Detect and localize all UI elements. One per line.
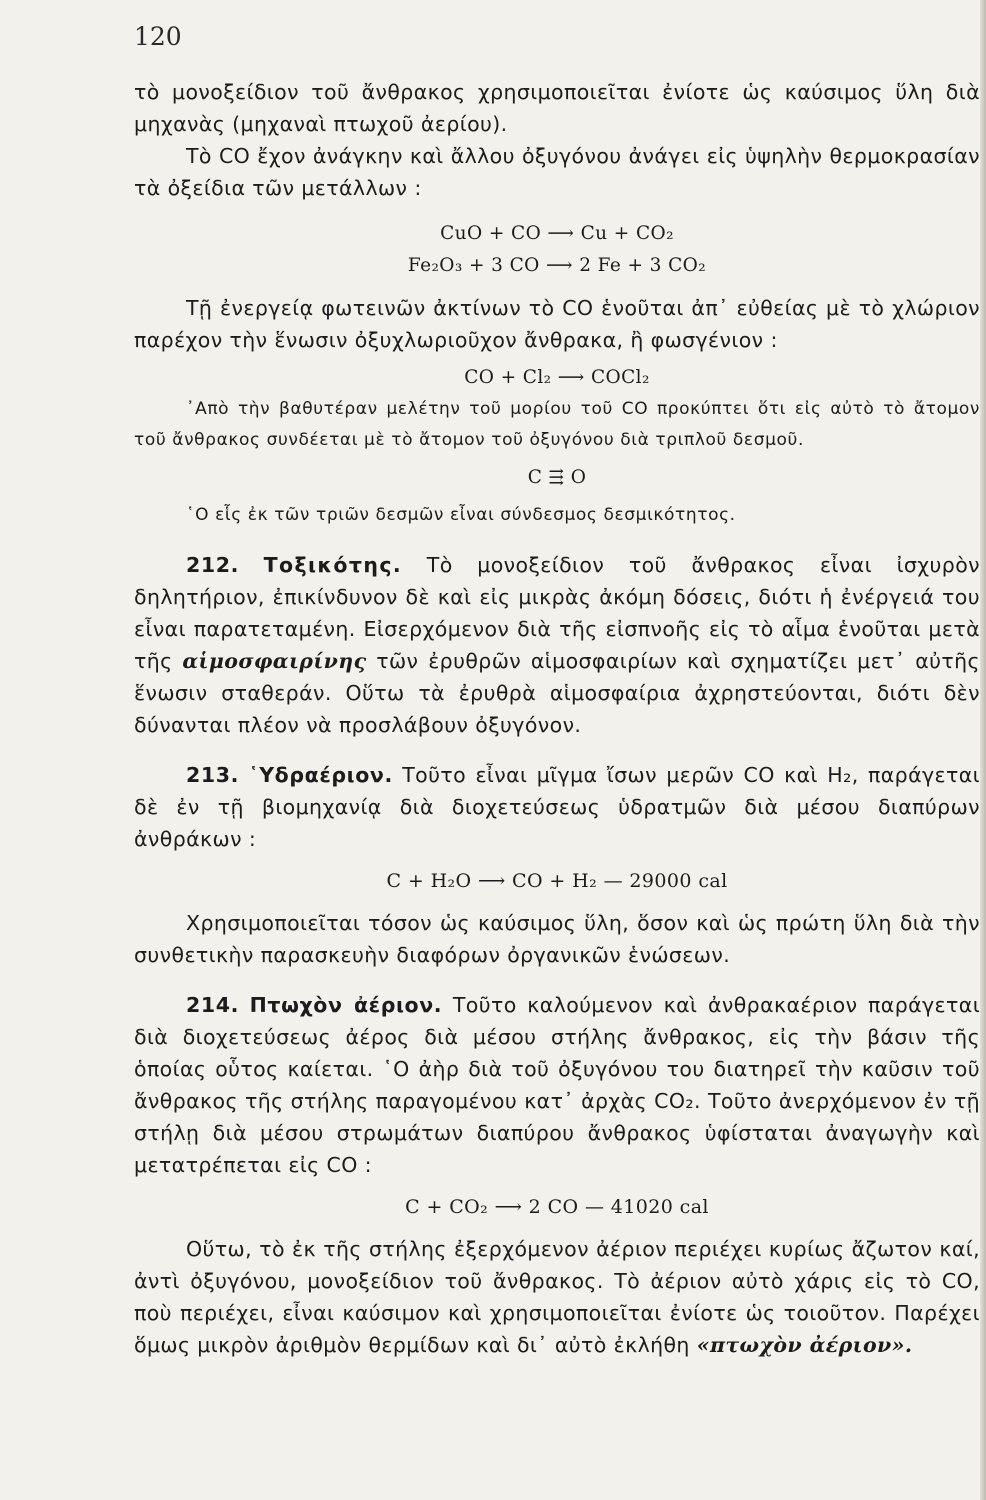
- equation-triple-bond: C ⇶ O: [527, 467, 587, 488]
- equation-cuo: CuO + CO ⟶ Cu + CO₂: [440, 223, 674, 244]
- section-213-text: Τοῦτο εἶναι μῖγμα ἴσων μερῶν CO καὶ H₂, παράγεται δὲ ἐν τῇ βιομηχανίᾳ διὰ διοχετεύσεως ὑδρατμῶν διὰ μέσου διαπύρων ἀνθράκων :: [134, 763, 981, 851]
- section-212-emphasis: αἱμοσφαιρίνης: [182, 649, 367, 673]
- paragraph-coordinate-bond: ῾Ο εἷς ἐκ τῶν τριῶν δεσμῶν εἶναι σύνδεσμος δεσμικότητος.: [186, 505, 736, 525]
- section-212-text-a: Τὸ μονοξείδιον τοῦ ἄνθρακος εἶναι ἰσχυρὸν δηλητήριον, ἐπικίνδυνον δὲ καὶ εἰς μικρὰς ἀκόμη δόσεις, διότι ἡ ἐνέργειά του εἶναι παρατεταμένη. Εἰσερχόμενον διὰ τῆς εἰσπνοῆς εἰς τὸ αἷμα ἑνοῦται μετὰ τῆς: [134, 553, 981, 673]
- section-214-quote: «πτωχὸν ἀέριον».: [696, 1333, 913, 1357]
- section-214-text: Τοῦτο καλούμενον καὶ ἀνθρακαέριον παράγεται διὰ διοχετεύσεως ἀέρος διὰ μέσου στήλης ἄνθρακος, εἰς τὴν βάσιν τῆς ὁποίας οὗτος καίεται. ῾Ο ἀὴρ διὰ τοῦ ὀξυγόνου του διατηρεῖ τὴν καῦσιν τοῦ ἄνθρακος τῆς στήλης παραγομένου κατ᾽ ἀρχὰς CO₂. Τοῦτο ἀνερχόμενον ἐν τῇ στήλῃ διὰ μέσου στρωμάτων διαπύρου ἄνθρακος ὑφίσταται ἀναγωγὴν καὶ μετατρέπεται εἰς CO :: [134, 993, 981, 1177]
- equation-producer-gas: C + CO₂ ⟶ 2 CO — 41020 cal: [405, 1196, 709, 1218]
- section-214: [134, 989, 980, 1181]
- section-213-uses: Χρησιμοποιεῖται τόσον ὡς καύσιμος ὕλη, ὅσον καὶ ὡς πρώτη ὕλη διὰ τὴν συνθετικὴν παρασκευὴν διαφόρων ὀργανικῶν ἑνώσεων.: [134, 911, 980, 967]
- section-213: [134, 759, 980, 855]
- page-edge: [980, 0, 986, 1500]
- paragraph-reduction: Τὸ CO ἔχον ἀνάγκην καὶ ἄλλου ὀξυγόνου ἀνάγει εἰς ὑψηλὴν θερμοκρασίαν τὰ ὀξείδια τῶν μετάλλων :: [134, 144, 980, 200]
- section-212-title: Τοξικότης.: [263, 553, 403, 577]
- section-213-title: ῾Υδραέριον.: [248, 763, 393, 787]
- section-214-after: Οὕτω, τὸ ἐκ τῆς στήλης ἐξερχόμενον ἀέριον περιέχει κυρίως ἄζωτον καί, ἀντὶ ὀξυγόνου, μονοξείδιον τοῦ ἄνθρακος. Τὸ ἀέριον αὐτὸ χάρις εἰς τὸ CO, ποὺ περιέχει, εἶναι καύσιμον καὶ χρησιμοποιεῖται ἐνίοτε ὡς τοιοῦτον. Παρέχει ὅμως μικρὸν ἀριθμὸν θερμίδων καὶ δι᾽ αὐτὸ ἐκλήθη: [134, 1237, 980, 1357]
- equation-water-gas: C + H₂O ⟶ CO + H₂ — 29000 cal: [386, 870, 728, 892]
- section-214-conclusion: [134, 1233, 980, 1361]
- section-214-title: Πτωχὸν ἀέριον.: [249, 993, 443, 1017]
- page-number: 120: [134, 22, 182, 51]
- section-212-number: 212.: [186, 553, 239, 577]
- paragraph-triple-bond: ᾿Απὸ τὴν βαθυτέραν μελέτην τοῦ μορίου τοῦ CO προκύπτει ὅτι εἰς αὐτὸ τὸ ἄτομον τοῦ ἄνθρακος συνδέεται μὲ τὸ ἄτομον τοῦ ὀξυγόνου διὰ τριπλοῦ δεσμοῦ.: [134, 399, 980, 450]
- paragraph-phosgene: Τῇ ἐνεργείᾳ φωτεινῶν ἀκτίνων τὸ CO ἑνοῦται ἀπ᾽ εὐθείας μὲ τὸ χλώριον παρέχον τὴν ἕνωσιν ὀξυχλωριοῦχον ἄνθρακα, ἢ φωσγένιον :: [134, 296, 980, 352]
- equation-fe2o3: Fe₂O₃ + 3 CO ⟶ 2 Fe + 3 CO₂: [407, 255, 707, 276]
- page-content: [134, 76, 980, 1361]
- section-212-text-b: τῶν ἐρυθρῶν αἱμοσφαιρίων καὶ σχηματίζει μετ᾽ αὐτῆς ἕνωσιν σταθεράν. Οὕτω τὰ ἐρυθρὰ αἱμοσφαίρια ἀχρηστεύονται, διότι δὲν δύνανται πλέον νὰ προσλάβουν ὀξυγόνον.: [134, 649, 980, 737]
- paragraph-fuel: τὸ μονοξείδιον τοῦ ἄνθρακος χρησιμοποιεῖται ἐνίοτε ὡς καύσιμος ὕλη διὰ μηχανὰς (μηχαναὶ πτωχοῦ ἀερίου).: [134, 80, 980, 136]
- section-214-number: 214.: [186, 993, 239, 1017]
- section-212: [134, 549, 980, 741]
- section-213-number: 213.: [186, 763, 239, 787]
- equation-phosgene: CO + Cl₂ ⟶ COCl₂: [464, 367, 650, 388]
